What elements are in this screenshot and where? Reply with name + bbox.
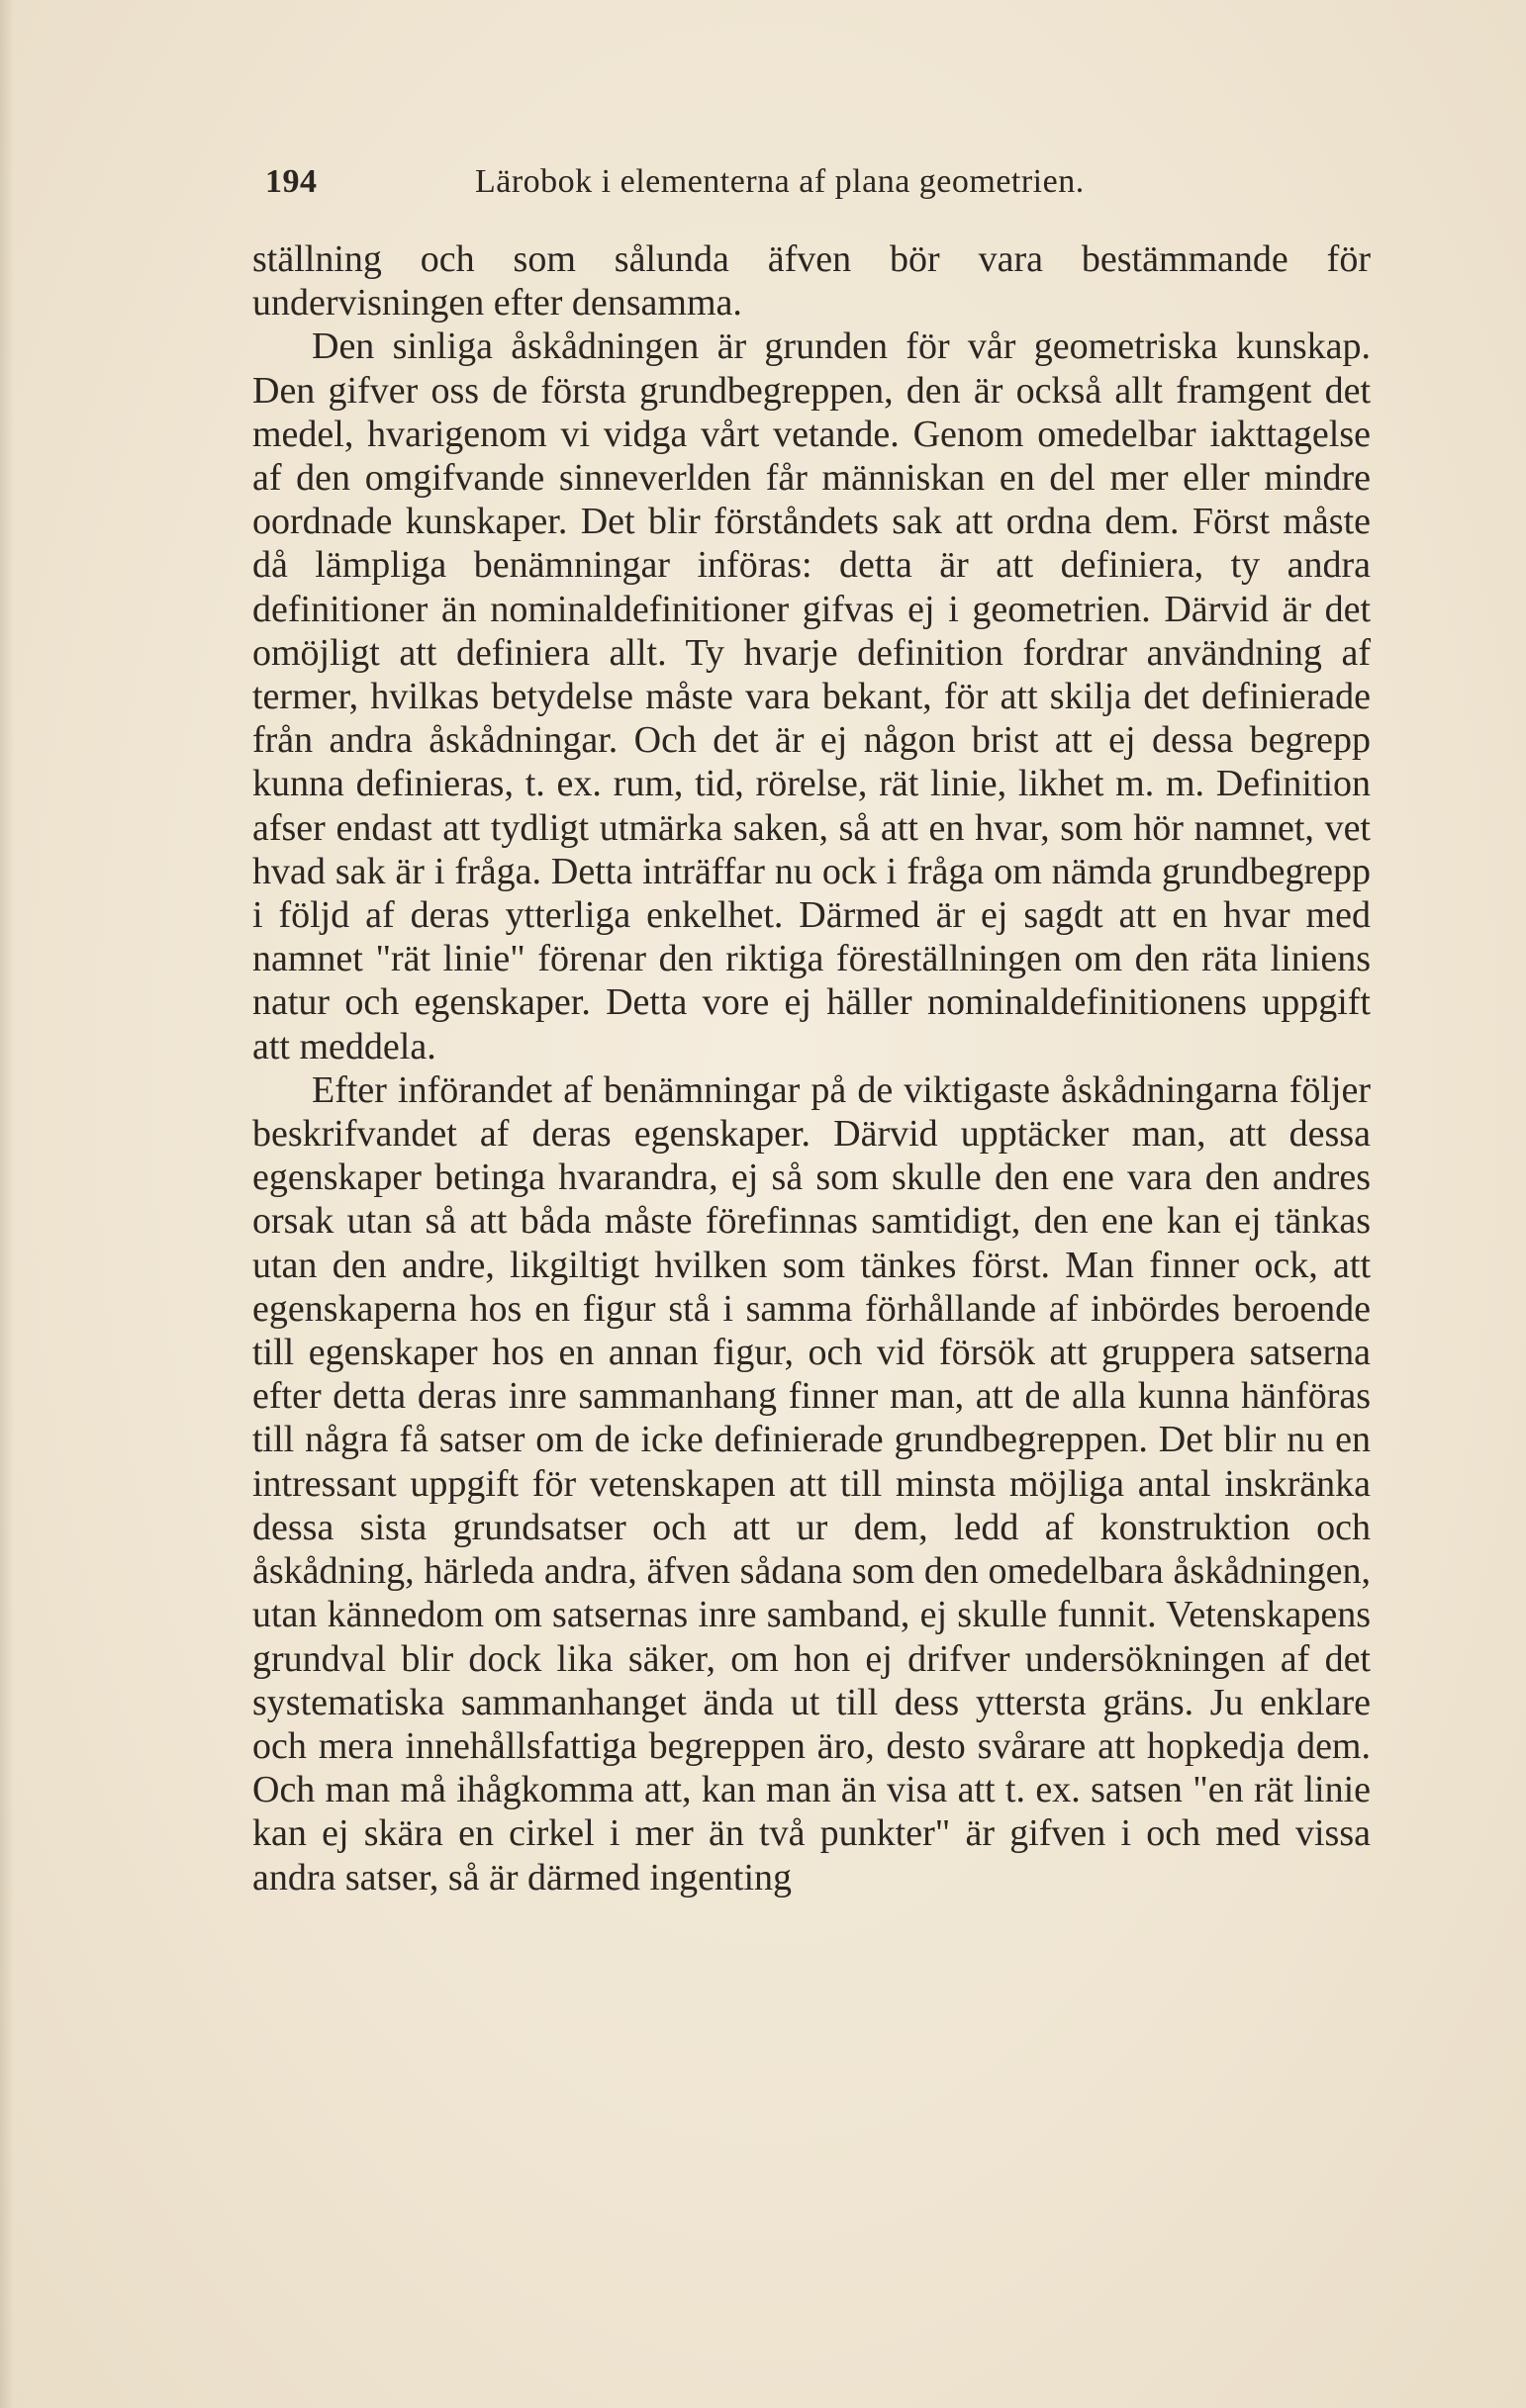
paragraph-2: Den sinliga åskådningen är grunden för vår geometriska kunskap. Den gifver oss de första grundbegreppen, den är också allt framgent det medel, hvarigenom vi vidga vårt vetande. Genom omedelbar iakttagelse af den omgifvande sinneverlden får människan en del mer eller mindre oordnade kunskaper. Det blir förståndets sak att ordna dem. Först måste då lämpliga benämningar införas: detta är att definiera, ty andra definitioner än nominaldefinitioner gifvas ej i geometrien. Därvid är det omöjligt att definiera allt. Ty hvarje definition fordrar användning af termer, hvilkas betydelse måste vara bekant, för att skilja det definierade från andra åskådningar. Och det är ej någon brist att ej dessa begrepp kunna definieras, t. ex. rum, tid, rörelse, rät linie, likhet m. m. Definition afser endast att tydligt utmärka saken, så att en hvar, som hör namnet, vet hvad sak är i fråga. Detta inträffar nu ock i fråga om nämda grundbegrepp i följd af deras ytterliga enkelhet. Därmed är ej sagdt att en hvar med namnet "rät linie" förenar den riktiga föreställningen om den räta liniens natur och egenskaper. Detta vore ej häller nominaldefinitionens uppgift att meddela. <box>252 325 1371 1067</box>
running-title: Lärobok i elementerna af plana geometrien. <box>475 163 1085 200</box>
page-edge-shadow <box>0 0 14 2408</box>
page-header <box>265 163 1374 213</box>
paragraph-1: ställning och som sålunda äfven bör vara bestämmande för undervisningen efter densamma. <box>252 238 1371 324</box>
body-text <box>252 237 1371 1899</box>
paragraph-3: Efter införandet af benämningar på de viktigaste åskådningarna följer beskrifvandet af deras egenskaper. Därvid upptäcker man, att dessa egenskaper betinga hvarandra, ej så som skulle den ene vara den andres orsak utan så att båda måste förefinnas samtidigt, den ene kan ej tänkas utan den andre, likgiltigt hvilken som tänkes först. Man finner ock, att egenskaperna hos en figur stå i samma förhållande af inbördes beroende till egenskaper hos en annan figur, och vid försök att gruppera satserna efter detta deras inre sammanhang finner man, att de alla kunna hänföras till några få satser om de icke definierade grundbegreppen. Det blir nu en intressant uppgift för vetenskapen att till minsta möjliga antal inskränka dessa sista grundsatser och att ur dem, ledd af konstruktion och åskådning, härleda andra, äfven sådana som den omedelbara åskådningen, utan kännedom om satsernas inre samband, ej skulle funnit. Vetenskapens grundval blir dock lika säker, om hon ej drifver undersökningen af det systematiska sammanhanget ända ut till dess yttersta gräns. Ju enklare och mera innehållsfattiga begreppen äro, desto svårare att hopkedja dem. Och man må ihågkomma att, kan man än visa att t. ex. satsen "en rät linie kan ej skära en cirkel i mer än två punkter" är gifven i och med vissa andra satser, så är därmed ingenting <box>252 1068 1371 1899</box>
page-number: 194 <box>265 163 318 200</box>
